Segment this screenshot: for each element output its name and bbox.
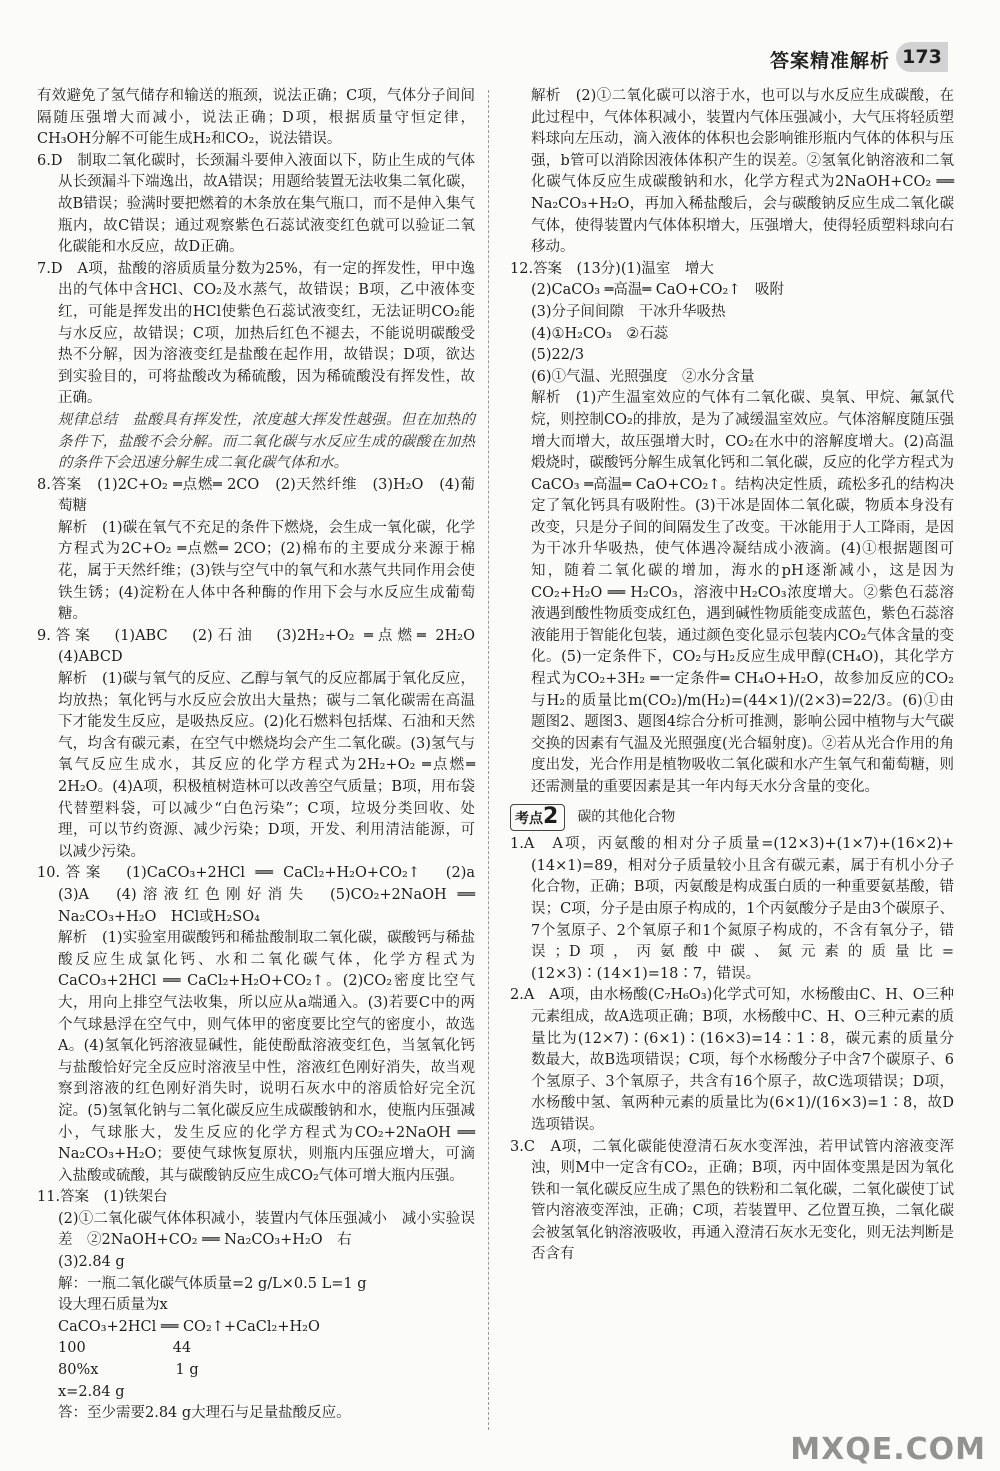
answer-paragraph: (5)22/3 [531,347,585,364]
right-column [510,86,954,1266]
answer-paragraph: x=2.84 g [58,1383,125,1400]
answer-paragraph: 11.答案 (1)铁架台 [37,1189,168,1206]
answer-paragraph: (3)2.84 g [58,1254,125,1271]
answer-paragraph: 8.答案 (1)2C+O₂ ═点燃═ 2CO (2)天然纤维 (3)H₂O (4)葡萄糖 [37,476,475,515]
section-badge-label: 考点 [515,810,543,827]
answer-paragraph: 解析 (1)碳与氧气的反应、乙醇与氧气的反应都属于氧化反应，均放热；氧化钙与水反应会放出大量热；碳与二氧化碳需在高温下才能发生反应，是吸热反应。(2)化石燃料包括煤、石油和天然气，均含有碳元素，在空气中燃烧均会产生二氧化碳。(3)氢气与氧气反应生成水，其反应的化学方程式为2H₂+O₂ ═点燃═ 2H₂O。(4)A项，积极植树造林可以改善空气质量；B项，用布袋代替塑料袋，可以减少“白色污染”；C项，垃圾分类回收、处理，可以节约资源、减少污染；D项，开发、利用清洁能源，可以减少污染。 [58,671,475,860]
answer-paragraph: 10.答案 (1)CaCO₃+2HCl ══ CaCl₂+H₂O+CO₂↑ (2)a (3)A (4)溶液红色刚好消失 (5)CO₂+2NaOH ══ Na₂CO₃+H₂O HCl或H₂SO₄ [37,865,490,925]
page-header [0,40,1000,80]
answer-paragraph: 解：一瓶二氧化碳气体质量=2 g/L×0.5 L=1 g [58,1275,367,1292]
section-badge [510,804,565,832]
answer-paragraph: (4)①H₂CO₃ ②石蕊 [531,325,669,342]
section-heading [510,804,954,832]
header-title: 答案精准解析 [769,50,890,72]
answer-paragraph: (3)分子间间隙 干冰升华吸热 [531,303,726,320]
answer-paragraph: 答：至少需要2.84 g大理石与足量盐酸反应。 [58,1405,351,1422]
answer-paragraph: 80%x 1 g [58,1362,199,1379]
answer-paragraph: 6.D 制取二氧化碳时，长颈漏斗要伸入液面以下，防止生成的气体从长颈漏斗下端逸出，故A错误；用题给装置无法收集二氧化碳，故B错误；验满时要把燃着的木条放在集气瓶口，而不是伸入集气瓶内，故C错误；通过观察紫色石蕊试液变红色就可以验证二氧化碳能和水反应，故D正确。 [37,152,475,256]
answer-paragraph: 解析 (2)①二氧化碳可以溶于水，也可以与水反应生成碳酸，在此过程中，气体体积减小，装置内气体压强减小，大气压将轻质塑料球向左压动，滴入液体的体积也会影响锥形瓶内气体的体积与压强，b管可以消除因液体体积产生的误差。②氢氧化钠溶液和二氧化碳气体反应生成碳酸钠和水，化学方程式为2NaOH+CO₂ ══ Na₂CO₃+H₂O，再加入稀盐酸后，会与碳酸钠反应生成二氧化碳气体，使得装置内气体体积增大，压强增大，使得轻质塑料球向右移动。 [531,88,954,256]
answer-paragraph: 100 44 [58,1340,192,1357]
answer-paragraph: 解析 (1)碳在氧气不充足的条件下燃烧，会生成一氧化碳，化学方程式为2C+O₂ ═点燃═ 2CO；(2)棉布的主要成分来源于棉花，属于天然纤维；(3)铁与空气中的氧气和水蒸气共同作用会使铁生锈；(4)淀粉在人体中各种酶的作用下会与水反应生成葡萄糖。 [58,519,475,623]
column-divider [488,90,489,1430]
answer-paragraph: 2.A A项，由水杨酸(C₇H₆O₃)化学式可知，水杨酸由C、H、O三种元素组成，故A选项正确；B项，水杨酸中C、H、O三种元素的质量比为(12×7)∶(6×1)∶(16×3)=14∶1∶8，碳元素的质量分数最大，故B选项错误；C项，每个水杨酸分子中含7个碳原子、6个氢原子、3个氧原子，共含有16个原子，故C选项错误；D项，水杨酸中氢、氧两种元素的质量比为(6×1)/(16×3)=1∶8，故D选项错误。 [510,987,954,1133]
answer-paragraph: 3.C A项，二氧化碳能使澄清石灰水变浑浊，若甲试管内溶液变浑浊，则M中一定含有CO₂，正确；B项，丙中固体变黑是因为氧化铁和一氧化碳反应生成了黑色的铁粉和二氧化碳，二氧化碳使丁试管内溶液变浑浊，正确；C项，若装置甲、乙位置互换，二氧化碳会被氢氧化钠溶液吸收，再通入澄清石灰水无变化，则无法判断是否含有 [510,1138,954,1263]
answer-paragraph: 解析 (1)实验室用碳酸钙和稀盐酸制取二氧化碳，碳酸钙与稀盐酸反应生成氯化钙、水和二氧化碳气体，化学方程式为CaCO₃+2HCl ══ CaCl₂+H₂O+CO₂↑。(2)CO₂密度比空气大，用向上排空气法收集，所以应从a端通入。(3)若要C中的两个气球悬浮在空气中，则气体甲的密度要比空气的密度小，故选A。(4)氢氧化钙溶液显碱性，能使酚酞溶液变红色，当氢氧化钙与盐酸恰好完全反应时溶液呈中性，溶液红色刚好消失，故当观察到溶液的红色刚好消失时，说明石灰水中的溶质恰好完全沉淀。(5)氢氧化钠与二氧化碳反应生成碳酸钠和水，使瓶内压强减小，气球胀大，发生反应的化学方程式为CO₂+2NaOH ══ Na₂CO₃+H₂O；要使气球恢复原状，则瓶内压强应增大，可滴入盐酸或硫酸，其与碳酸钠反应生成CO₂气体可增大瓶内压强。 [58,930,475,1184]
answer-paragraph: 解析 (1)产生温室效应的气体有二氧化碳、臭氧、甲烷、氟氯代烷，则控制CO₂的排放，是为了减缓温室效应。气体溶解度随压强增大而增大，故压强增大时，CO₂在水中的溶解度增大。(2)高温煅烧时，碳酸钙分解生成氧化钙和二氧化碳，反应的化学方程式为CaCO₃ ═高温═ CaO+CO₂↑。结构决定性质，疏松多孔的结构决定了氧化钙具有吸附性。(3)干冰是固体二氧化碳，物质本身没有改变，只是分子间的间隔发生了改变。干冰能用于人工降雨，是因为干冰升华吸热，使气体遇冷凝结成小液滴。(4)①根据题图可知，随着二氧化碳的增加，海水的pH逐渐减小，这是因为CO₂+H₂O ══ H₂CO₃，溶液中H₂CO₃浓度增大。②紫色石蕊溶液遇到酸性物质变成红色，遇到碱性物质能变成蓝色，紫色石蕊溶液能用于智能化包装，通过颜色变化显示包装内CO₂气体含量的变化。(5)一定条件下，CO₂与H₂反应生成甲醇(CH₄O)，其化学方程式为CO₂+3H₂ ═一定条件═ CH₄O+H₂O，故参加反应的CO₂与H₂的质量比m(CO₂)/m(H₂)=(44×1)/(2×3)=22/3。(6)①由题图2、题图3、题图4综合分析可推测，影响公园中植物与大气碳交换的因素有气温及光照强度(光合辐射度)。②若从光合作用的角度出发，光合作用是植物吸收二氧化碳和水产生氧气和葡萄糖，则还需测量的重要因素是其一年内每天水分含量的变化。 [531,390,954,795]
answer-paragraph: 7.D A项，盐酸的溶质质量分数为25%，有一定的挥发性，甲中逸出的气体中含HCl、CO₂及水蒸气，故错误；B项，乙中液体变红，可能是挥发出的HCl使紫色石蕊试液变红，无法证明CO₂能与水反应，故错误；C项，加热后红色不褪去，不能说明碳酸受热不分解，因为溶液变红是盐酸在起作用，故错误；D项，欲达到实验目的，可将盐酸改为稀硫酸，因为稀硫酸没有挥发性，故正确。 [37,260,475,407]
answer-paragraph: 设大理石质量为x [58,1297,168,1314]
page-number-badge: 173 [896,42,948,72]
answer-paragraph: 1.A A项，丙氨酸的相对分子质量=(12×3)+(1×7)+(16×2)+(14×1)=89，相对分子质量较小且含有碳元素，属于有机小分子化合物，正确；B项，丙氨酸是构成蛋白质的一种重要氨基酸，错误；C项，分子是由原子构成的，1个丙氨酸分子是由3个碳原子、7个氢原子、2个氧原子和1个氮原子构成的，不含有氧分子，错误；D项，丙氨酸中碳、氮元素的质量比=(12×3)∶(14×1)=18∶7，错误。 [510,836,954,982]
answer-paragraph: 规律总结 盐酸具有挥发性，浓度越大挥发性越强。但在加热的条件下，盐酸不会分解。而二氧化碳与水反应生成的碳酸在加热的条件下会迅速分解生成二氧化碳气体和水。 [58,411,475,472]
section-badge-number: 2 [543,803,559,829]
answer-paragraph: 9.答案 (1)ABC (2)石油 (3)2H₂+O₂ ═点燃═ 2H₂O (4)ABCD [37,627,490,666]
answer-paragraph: (2)CaCO₃ ═高温═ CaO+CO₂↑ 吸附 [531,282,784,299]
answer-paragraph: 有效避免了氢气储存和输送的瓶颈，说法正确；C项，气体分子间间隔随压强增大而减小，说法正确；D项，根据质量守恒定律，CH₃OH分解不可能生成H₂和CO₂，说法错误。 [37,88,475,148]
section-title: 碳的其他化合物 [577,808,676,825]
answer-paragraph: 12.答案 (13分)(1)温室 增大 [510,260,714,277]
left-column [37,86,490,1425]
answer-paragraph: (2)①二氧化碳气体体积减小，装置内气体压强减小 减小实验误差 ②2NaOH+CO₂ ══ Na₂CO₃+H₂O 右 [58,1210,475,1249]
site-watermark: MXQE.COM [790,1432,986,1467]
answer-paragraph: CaCO₃+2HCl ══ CO₂↑+CaCl₂+H₂O [58,1318,320,1335]
answer-paragraph: (6)①气温、光照强度 ②水分含量 [531,368,755,385]
